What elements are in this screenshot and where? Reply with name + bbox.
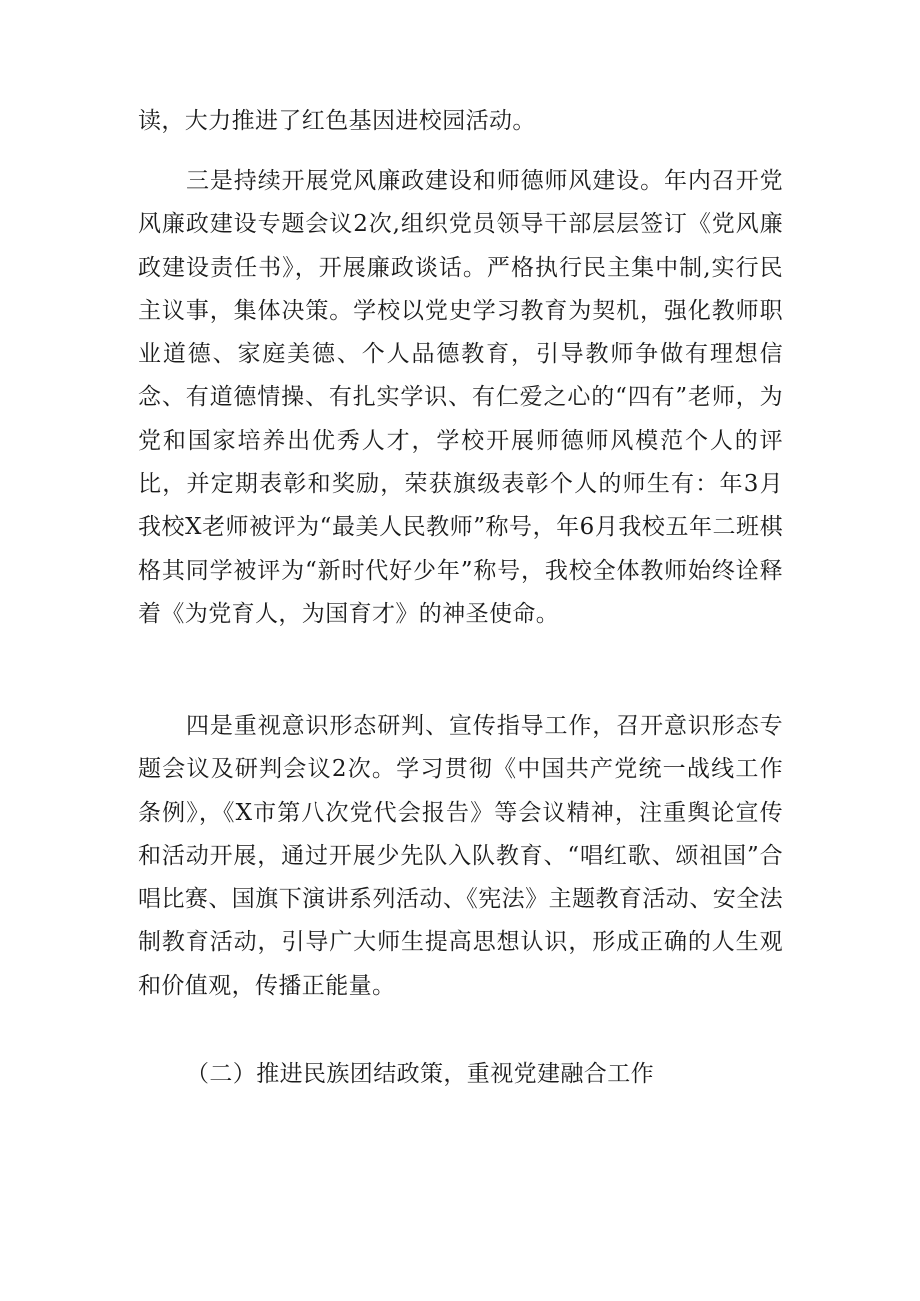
- paragraph-party-conduct: 三是持续开展党风廉政建设和师德师风建设。年内召开党风廉政建设专题会议2次,组织党员领导干部层层签订《党风廉政建设责任书》，开展廉政谈话。严格执行民主集中制,实行民主议事，集体决策。学校以党史学习教育为契机，强化教师职业道德、家庭美德、个人品德教育，引导教师争做有理想信念、有道德情操、有扎实学识、有仁爱之心的“四有”老师，为党和国家培养出优秀人才，学校开展师德师风模范个人的评比，并定期表彰和奖励，荣获旗级表彰个人的师生有：年3月我校X老师被评为“最美人民教师”称号，年6月我校五年二班棋格其同学被评为“新时代好少年”称号，我校全体教师始终诠释着《为党育人，为国育才》的神圣使命。: [138, 168, 783, 627]
- section-heading: （二）推进民族团结政策，重视党建融合工作: [186, 1061, 654, 1087]
- paragraph-ideology: 四是重视意识形态研判、宣传指导工作，召开意识形态专题会议及研判会议2次。学习贯彻《中国共产党统一战线工作条例》，《X市第八次党代会报告》等会议精神，注重舆论宣传和活动开展，通过开展少先队入队教育、“唱红歌、颂祖国”合唱比赛、国旗下演讲系列活动、《宪法》主题教育活动、安全法制教育活动，引导广大师生提高思想认识，形成正确的人生观和价值观，传播正能量。: [138, 713, 783, 999]
- paragraph-continuation: 读，大力推进了红色基因进校园活动。: [138, 108, 536, 134]
